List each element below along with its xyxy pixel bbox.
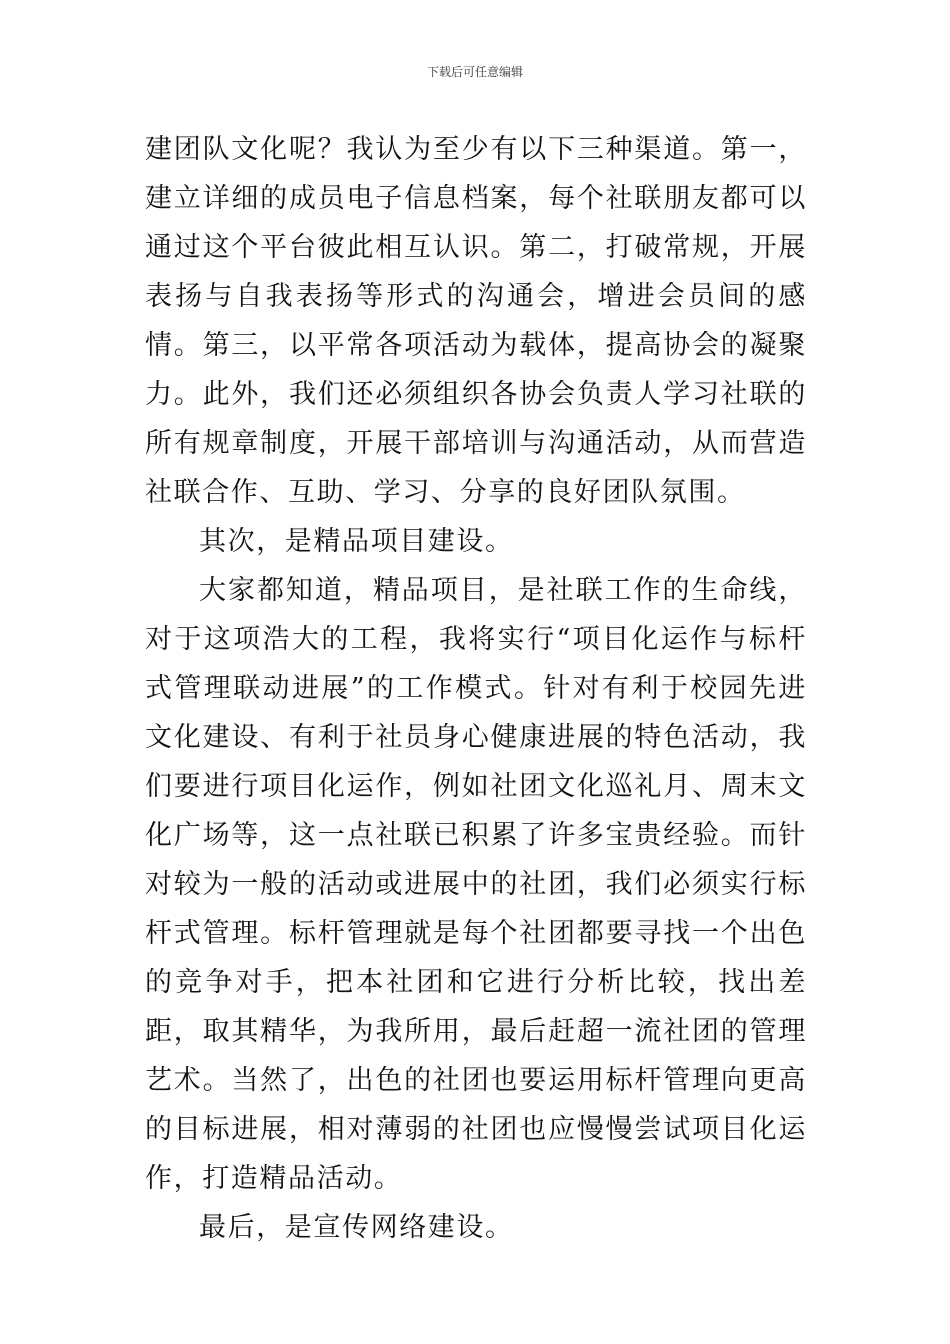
paragraph-section-heading-publicity: 最后，是宣传网络建设。 (199, 1212, 514, 1243)
paragraph-team-culture: 建团队文化呢？我认为至少有以下三种渠道。第一，建立详细的成员电子信息档案，每个社联朋友都可以通过这个平台彼此相互认识。第二，打破常规，开展表扬与自我表扬等形式的沟通会，增进会员间的感情。第三，以平常各项活动为载体，提高协会的凝聚力。此外，我们还必须组织各协会负责人学习社联的所有规章制度，开展干部培训与沟通活动，从而营造社联合作、互助、学习、分享的良好团队氛围。 (145, 134, 807, 508)
paragraph-section-heading-projects: 其次，是精品项目建设。 (199, 526, 514, 557)
paragraph-quality-projects: 大家都知道，精品项目，是社联工作的生命线，对于这项浩大的工程，我将实行“项目化运作与标杆式管理联动进展”的工作模式。针对有利于校园先进文化建设、有利于社员身心健康进展的特色活动，我们要进行项目化运作，例如社团文化巡礼月、周末文化广场等，这一点社联已积累了许多宝贵经验。而针对较为一般的活动或进展中的社团，我们必须实行标杆式管理。标杆管理就是每个社团都要寻找一个出色的竞争对手，把本社团和它进行分析比较，找出差距，取其精华，为我所用，最后赶超一流社团的管理艺术。当然了，出色的社团也要运用标杆管理向更高的目标进展，相对薄弱的社团也应慢慢尝试项目化运作，打造精品活动。 (145, 575, 807, 1194)
document-body (145, 125, 807, 1252)
page-header: 下载后可任意编辑 (426, 65, 523, 79)
